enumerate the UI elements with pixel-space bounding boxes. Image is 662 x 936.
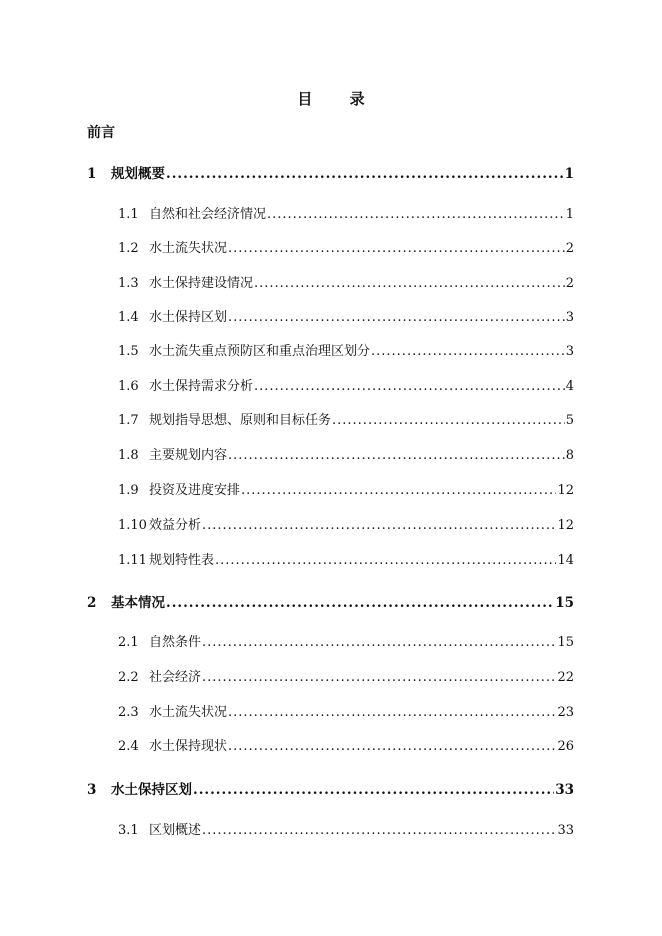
dot-leader (228, 239, 565, 259)
toc-entry-section-3-1[interactable] (118, 821, 574, 841)
entry-number: 1.1 (118, 207, 139, 222)
entry-page: 14 (557, 553, 574, 568)
entry-title: 投资及进度安排 (149, 483, 241, 498)
entry-number: 1.6 (118, 379, 139, 394)
dot-leader (371, 342, 565, 362)
toc-entry-section-1-9[interactable] (118, 481, 574, 501)
entry-title: 效益分析 (149, 518, 202, 533)
dot-leader (202, 668, 556, 688)
entry-page: 5 (565, 413, 574, 428)
entry-title: 基本情况 (111, 595, 165, 611)
entry-title: 水土保持现状 (149, 739, 228, 754)
entry-number: 1.5 (118, 344, 139, 359)
dot-leader (228, 737, 556, 757)
entry-number: 1.9 (118, 483, 139, 498)
toc-entry-section-1-6[interactable] (118, 377, 574, 397)
toc-entry-section-1-11[interactable] (118, 551, 574, 571)
entry-number: 1.11 (118, 553, 147, 568)
dot-leader (202, 821, 556, 841)
entry-page: 22 (557, 670, 574, 685)
page-title: 目 录 (297, 90, 381, 108)
entry-number: 2.2 (118, 670, 139, 685)
entry-title: 水土保持需求分析 (149, 379, 254, 394)
dot-leader (228, 308, 565, 328)
toc-entry-section-2-1[interactable] (118, 633, 574, 653)
dot-leader (202, 516, 556, 536)
entry-title: 自然和社会经济情况 (149, 207, 267, 222)
entry-number: 1.10 (118, 518, 147, 533)
entry-page: 2 (565, 276, 574, 291)
entry-page: 33 (557, 823, 574, 838)
entry-number: 2.4 (118, 739, 139, 754)
entry-number: 2 (87, 595, 97, 611)
entry-page: 23 (557, 705, 574, 720)
toc-entry-section-1-8[interactable] (118, 446, 574, 466)
toc-entry-section-1-4[interactable] (118, 308, 574, 328)
dot-leader (228, 703, 556, 723)
toc-entry-section-2-2[interactable] (118, 668, 574, 688)
entry-page: 15 (557, 635, 574, 650)
entry-title: 水土流失重点预防区和重点治理区划分 (149, 344, 371, 359)
entry-title: 水土保持建设情况 (149, 276, 254, 291)
toc-entry-section-1-3[interactable] (118, 274, 574, 294)
dot-leader (267, 205, 565, 225)
entry-number: 3 (87, 782, 97, 798)
toc-entry-section-1-5[interactable] (118, 342, 574, 362)
entry-page: 2 (565, 241, 574, 256)
entry-page: 3 (565, 310, 574, 325)
entry-title: 水土保持区划 (111, 782, 192, 798)
entry-number: 1.7 (118, 413, 139, 428)
entry-page: 33 (555, 782, 574, 798)
toc-entry-section-1-7[interactable] (118, 411, 574, 431)
entry-page: 12 (557, 518, 574, 533)
entry-page: 3 (565, 344, 574, 359)
entry-page: 8 (565, 448, 574, 463)
toc-entry-section-1-1[interactable] (118, 205, 574, 225)
dot-leader (166, 593, 554, 613)
entry-page: 1 (565, 207, 574, 222)
entry-number: 2.3 (118, 705, 139, 720)
entry-number: 3.1 (118, 823, 139, 838)
entry-title: 自然条件 (149, 635, 202, 650)
dot-leader (241, 481, 556, 501)
entry-title: 规划特性表 (149, 553, 215, 568)
toc-entry-section-2-4[interactable] (118, 737, 574, 757)
entry-page: 4 (565, 379, 574, 394)
entry-title: 水土流失状况 (149, 705, 228, 720)
dot-leader (215, 551, 556, 571)
toc-entry-chapter-3[interactable] (87, 780, 574, 800)
entry-number: 1 (87, 166, 97, 182)
entry-title: 水土保持区划 (149, 310, 228, 325)
dot-leader (228, 446, 565, 466)
dot-leader (254, 274, 565, 294)
entry-title: 区划概述 (149, 823, 202, 838)
entry-title: 主要规划内容 (149, 448, 228, 463)
dot-leader (202, 633, 556, 653)
toc-entry-chapter-2[interactable] (87, 593, 574, 613)
entry-title: 社会经济 (149, 670, 202, 685)
entry-page: 12 (557, 483, 574, 498)
dot-leader (332, 411, 565, 431)
entry-page: 26 (557, 739, 574, 754)
dot-leader (166, 164, 564, 184)
entry-number: 1.2 (118, 241, 139, 256)
entry-title: 规划概要 (111, 166, 165, 182)
entry-number: 2.1 (118, 635, 139, 650)
toc-entry-section-1-2[interactable] (118, 239, 574, 259)
entry-title: 规划指导思想、原则和目标任务 (149, 413, 332, 428)
toc-entry-section-1-10[interactable] (118, 516, 574, 536)
entry-title: 水土流失状况 (149, 241, 228, 256)
entry-number: 1.8 (118, 448, 139, 463)
toc-preface: 前言 (87, 125, 115, 141)
toc-entry-chapter-1[interactable] (87, 164, 574, 184)
entry-page: 1 (564, 166, 574, 182)
toc-entry-section-2-3[interactable] (118, 703, 574, 723)
entry-number: 1.3 (118, 276, 139, 291)
dot-leader (254, 377, 565, 397)
entry-number: 1.4 (118, 310, 139, 325)
entry-page: 15 (555, 595, 574, 611)
dot-leader (193, 780, 554, 800)
